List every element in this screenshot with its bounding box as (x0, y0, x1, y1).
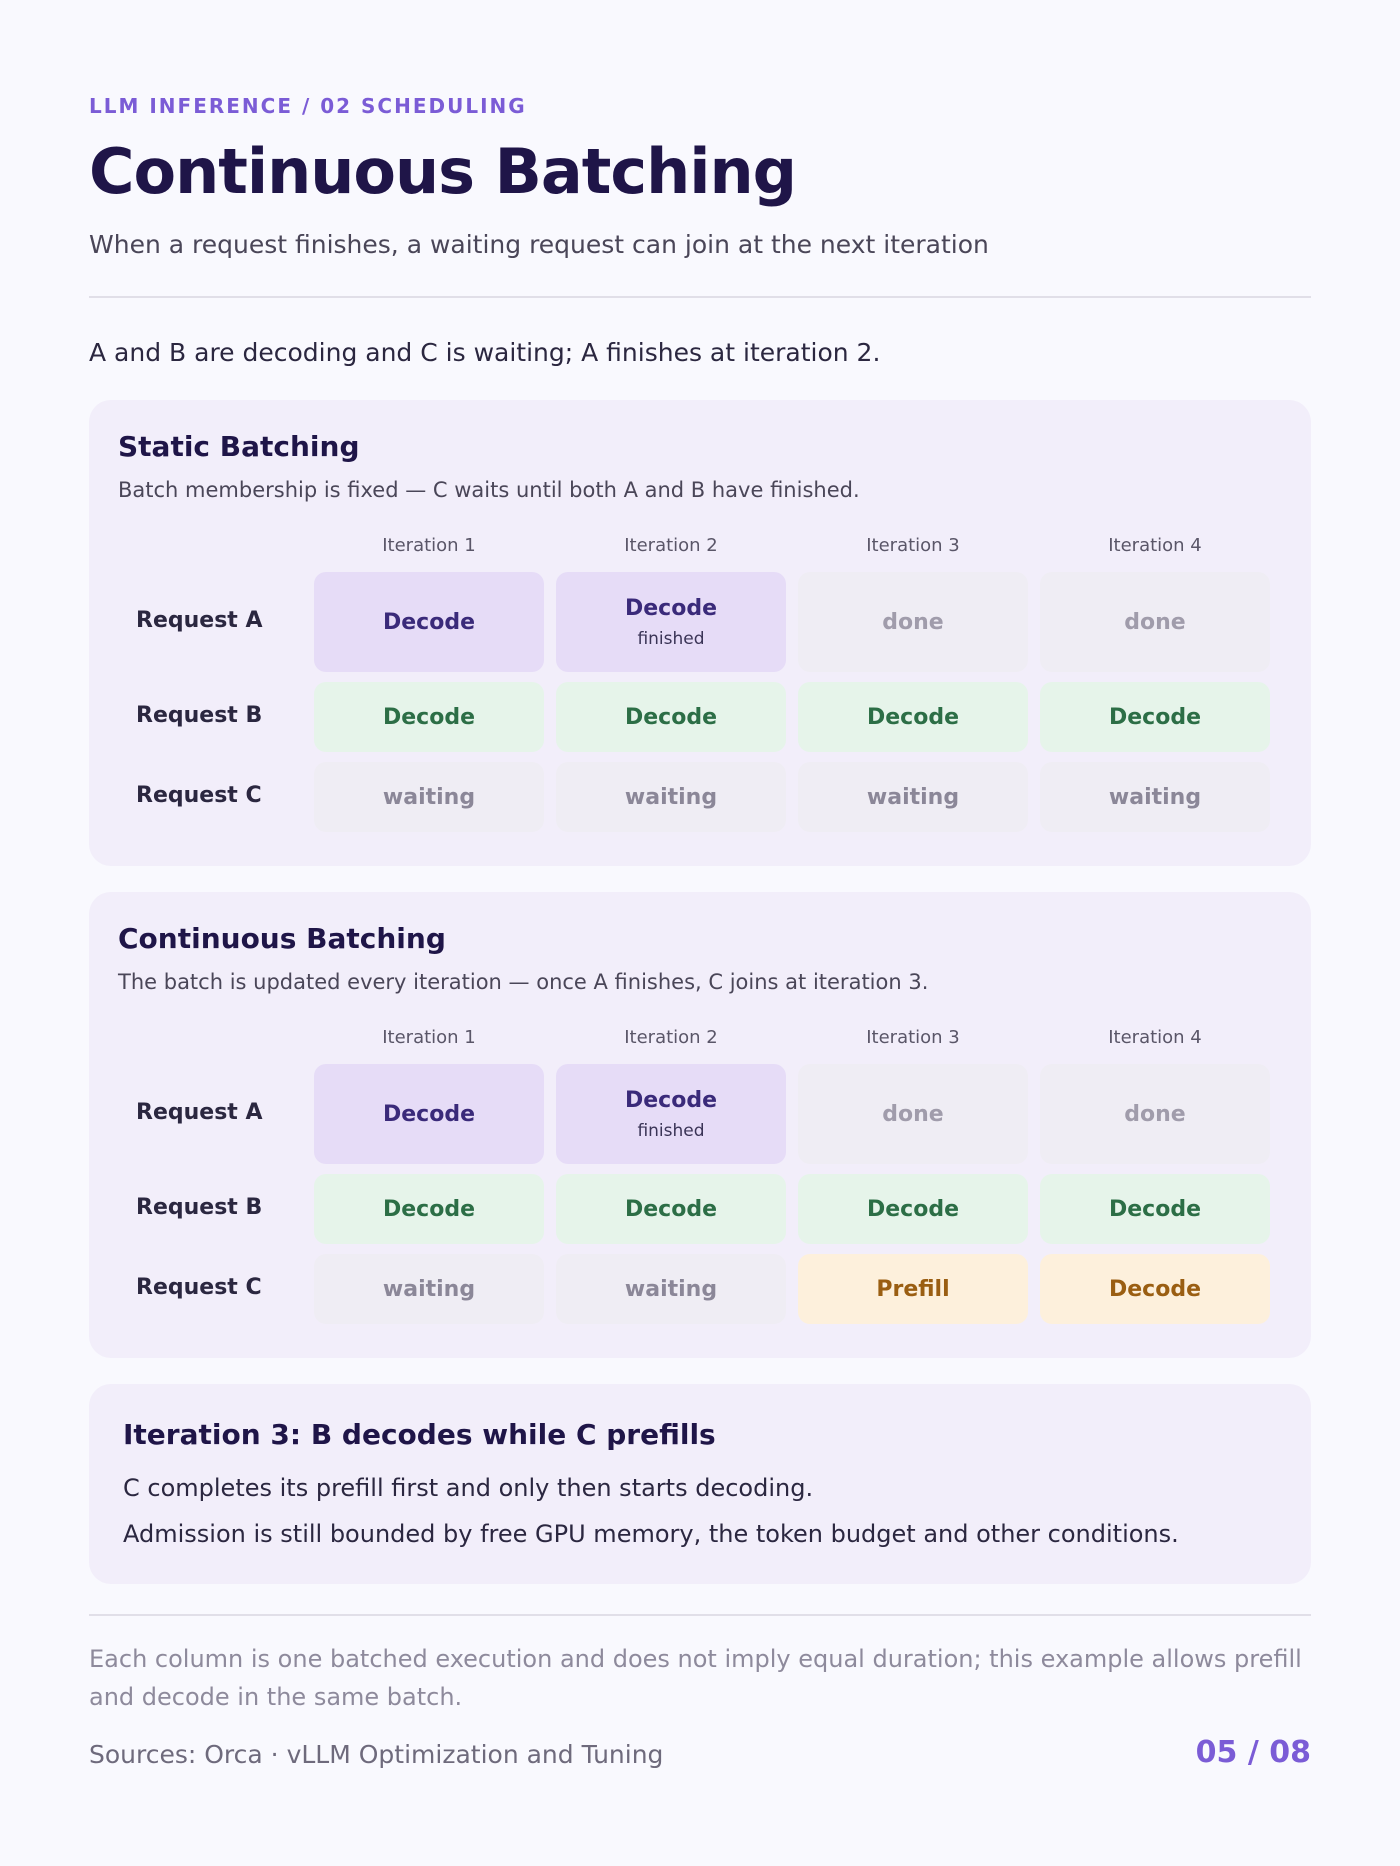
cell-state: done (1124, 609, 1186, 635)
page-number: 05 / 08 (1195, 1735, 1311, 1770)
cell-state: waiting (1108, 784, 1202, 810)
panel-description: The batch is updated every iteration — once A finishes, C joins at iteration 3. (118, 970, 929, 994)
cell-state: Decode (624, 1087, 717, 1113)
timeline-cell (314, 682, 544, 752)
column-header: Iteration 3 (866, 1027, 960, 1048)
row-label: Request C (136, 1275, 262, 1300)
cell-state: waiting (866, 784, 960, 810)
cell-state: Decode (866, 1196, 959, 1222)
column-header: Iteration 3 (866, 535, 960, 556)
page-subtitle: When a request finishes, a waiting request can join at the next iteration (89, 230, 989, 259)
cell-state: done (882, 1101, 944, 1127)
cell-state: Decode (382, 704, 475, 730)
timeline-cell (1040, 682, 1270, 752)
column-header: Iteration 1 (382, 535, 476, 556)
timeline-cell (314, 1174, 544, 1244)
column-header: Iteration 2 (624, 1027, 718, 1048)
timeline-cell (1040, 1064, 1270, 1164)
timeline-cell (798, 1254, 1028, 1324)
timeline-cell (798, 682, 1028, 752)
timeline-cell (314, 572, 544, 672)
cell-state: done (882, 609, 944, 635)
timeline-cell (556, 682, 786, 752)
cell-state: Decode (1108, 704, 1201, 730)
footnote: Each column is one batched execution and does not imply equal duration; this example allows prefill and decode in the same batch. (89, 1645, 1302, 1711)
timeline-cell (556, 572, 786, 672)
cell-state: waiting (382, 1276, 476, 1302)
cell-state: Decode (1108, 1196, 1201, 1222)
cell-note: finished (637, 628, 705, 649)
timeline-cell (314, 762, 544, 832)
cell-note: finished (637, 1120, 705, 1141)
callout-line-2: Admission is still bounded by free GPU memory, the token budget and other conditions. (123, 1520, 1179, 1548)
cell-state: Decode (382, 609, 475, 635)
cell-state: Decode (382, 1196, 475, 1222)
panel-title: Static Batching (118, 430, 360, 463)
row-label: Request A (136, 1100, 263, 1125)
cell-state: Decode (866, 704, 959, 730)
eyebrow: LLM INFERENCE / 02 SCHEDULING (89, 94, 527, 118)
row-label: Request B (136, 1195, 263, 1220)
divider-bottom (89, 1614, 1311, 1616)
timeline-cell (798, 572, 1028, 672)
panel-title: Continuous Batching (118, 922, 446, 955)
timeline-cell (798, 1174, 1028, 1244)
panel-continuous-batching (89, 892, 1311, 1358)
callout-title: Iteration 3: B decodes while C prefills (123, 1418, 716, 1451)
row-label: Request B (136, 703, 263, 728)
cell-state: Decode (624, 704, 717, 730)
timeline-cell (556, 1064, 786, 1164)
timeline-cell (556, 1254, 786, 1324)
column-header: Iteration 2 (624, 535, 718, 556)
panel-description: Batch membership is fixed — C waits until both A and B have finished. (118, 478, 860, 502)
timeline-cell (798, 1064, 1028, 1164)
panel-static-batching (89, 400, 1311, 866)
sources: Sources: Orca · vLLM Optimization and Tuning (89, 1740, 664, 1769)
cell-state: done (1124, 1101, 1186, 1127)
timeline-cell (314, 1254, 544, 1324)
callout-line-1: C completes its prefill first and only then starts decoding. (123, 1474, 814, 1502)
row-label: Request A (136, 608, 263, 633)
cell-state: Decode (1108, 1276, 1201, 1302)
intro-text: A and B are decoding and C is waiting; A finishes at iteration 2. (89, 338, 881, 367)
timeline-cell (314, 1064, 544, 1164)
timeline-cell (1040, 762, 1270, 832)
column-header: Iteration 4 (1108, 535, 1202, 556)
timeline-cell (556, 762, 786, 832)
cell-state: waiting (624, 1276, 718, 1302)
page-title: Continuous Batching (89, 135, 797, 208)
timeline-cell (1040, 1254, 1270, 1324)
cell-state: Prefill (876, 1276, 950, 1302)
cell-state: waiting (382, 784, 476, 810)
timeline-cell (556, 1174, 786, 1244)
callout-box (89, 1384, 1311, 1584)
timeline-cell (798, 762, 1028, 832)
divider-top (89, 296, 1311, 298)
cell-state: Decode (624, 595, 717, 621)
cell-state: Decode (382, 1101, 475, 1127)
column-header: Iteration 4 (1108, 1027, 1202, 1048)
timeline-cell (1040, 572, 1270, 672)
timeline-cell (1040, 1174, 1270, 1244)
cell-state: waiting (624, 784, 718, 810)
column-header: Iteration 1 (382, 1027, 476, 1048)
cell-state: Decode (624, 1196, 717, 1222)
row-label: Request C (136, 783, 262, 808)
